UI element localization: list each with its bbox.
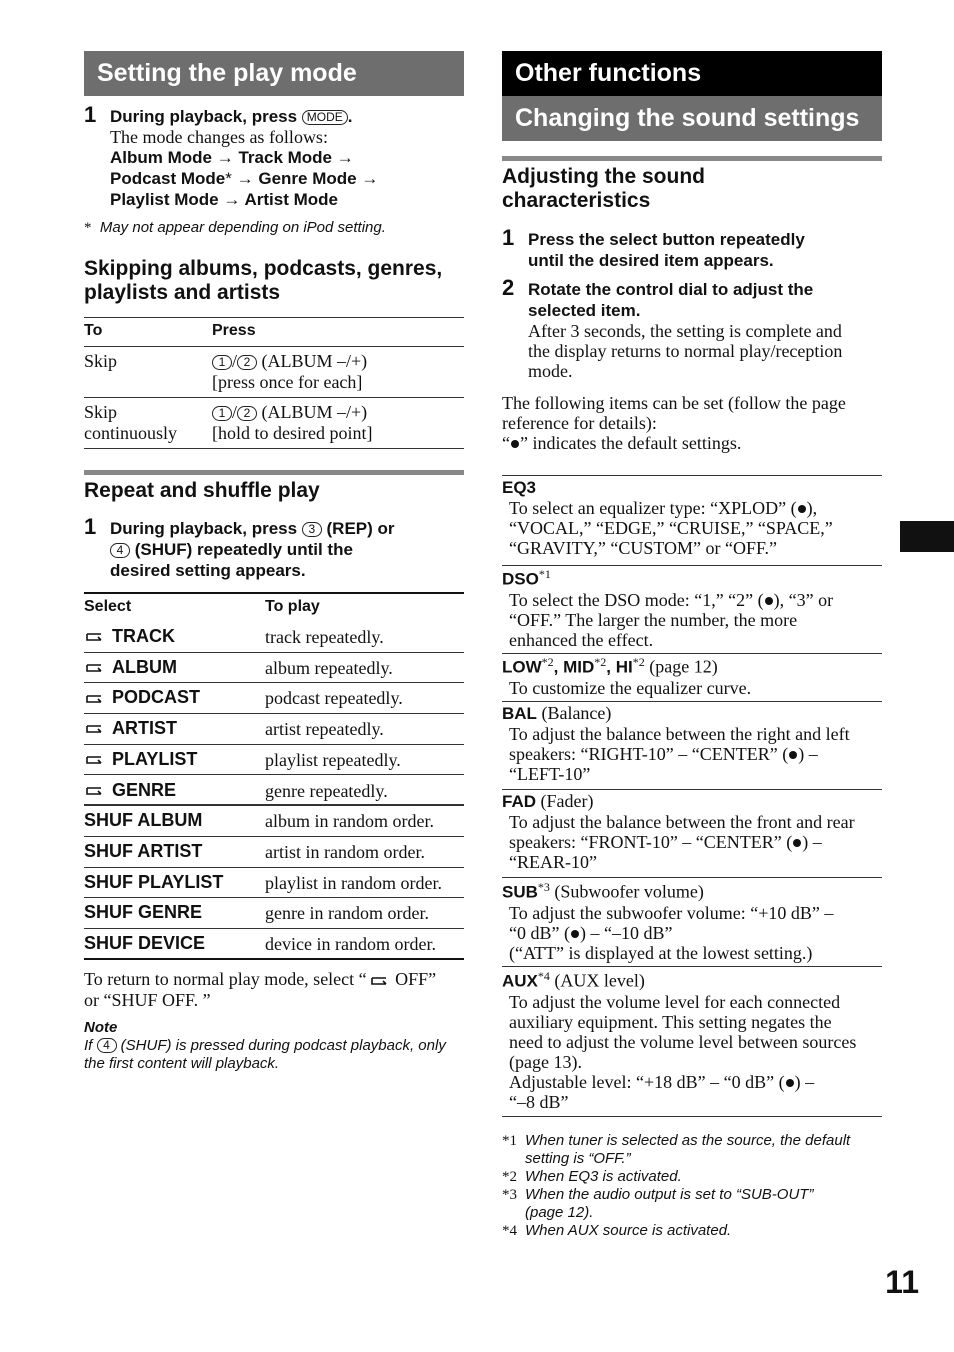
key-4: 4 — [97, 1038, 117, 1053]
default-dot-icon — [571, 930, 579, 938]
table-row — [84, 622, 464, 653]
key-1: 1 — [212, 406, 232, 421]
adjust-heading: Adjusting the sound characteristics — [502, 165, 705, 212]
divider — [502, 789, 882, 790]
divider — [502, 1116, 882, 1117]
default-dot-icon — [789, 751, 797, 759]
item-bal: BAL (Balance) To adjust the balance between the right and left speakers: “RIGHT-10” – “CENTER” ( ) – “LEFT-10” — [502, 703, 850, 784]
return-normal-text: To return to normal play mode, select “ OFF” or “SHUF OFF. ” — [84, 969, 437, 1010]
to-play-cell: genre repeatedly. — [265, 780, 388, 801]
mode-sequence-1: Album Mode → Track Mode → — [110, 148, 354, 167]
select-cell: GENRE — [84, 779, 176, 801]
to-play-header: To play — [265, 598, 320, 615]
table-row — [84, 929, 464, 960]
mode-change-desc: The mode changes as follows: — [110, 127, 328, 147]
repeat-icon — [369, 975, 389, 987]
section-title-play-mode: Setting the play mode — [84, 51, 464, 96]
repeat-icon — [84, 662, 104, 674]
arrow-icon: → — [223, 190, 241, 209]
item-low-mid-hi: LOW$^{*2}$, MID$^{*2}$, HI$^{*2}$ (page 12) To customize the equalizer curve. — [502, 655, 752, 698]
repeat-icon — [84, 693, 104, 705]
note-text: If 4 (SHUF) is pressed during podcast playback, only the first content will playback. — [84, 1037, 446, 1072]
default-dot-icon — [793, 839, 801, 847]
to-play-cell: artist in random order. — [265, 841, 425, 862]
repeat-icon — [84, 785, 104, 797]
row-divider — [84, 958, 464, 960]
to-play-cell: album in random order. — [265, 811, 434, 832]
arrow-icon: → — [361, 169, 379, 188]
divider — [84, 346, 464, 347]
to-play-cell: artist repeatedly. — [265, 719, 384, 740]
to-play-cell: playlist repeatedly. — [265, 749, 401, 770]
to-play-cell: track repeatedly. — [265, 627, 384, 647]
select-cell: SHUF DEVICE — [84, 933, 206, 953]
select-cell: SHUF ARTIST — [84, 840, 203, 861]
table-row — [84, 745, 464, 776]
arrow-icon: → — [336, 148, 354, 167]
ipod-footnote: * May not appear depending on iPod setting. — [84, 219, 386, 236]
item-eq3: EQ3 To select an equalizer type: “XPLOD” ( ), “VOCAL,” “EDGE,” “CRUISE,” “SPACE,” “GRAVITY,” “CUSTOM” or “OFF.” — [502, 478, 833, 558]
mode-sequence-3: Playlist Mode → Artist Mode — [110, 190, 338, 209]
divider — [84, 317, 464, 318]
arrow-icon: → — [216, 148, 234, 167]
divider — [84, 448, 464, 449]
key-1: 1 — [212, 355, 232, 370]
repeat-icon — [84, 631, 104, 643]
mode-key: MODE — [302, 110, 348, 125]
to-play-cell: device in random order. — [265, 934, 436, 954]
repeat-heading: Repeat and shuffle play — [84, 479, 320, 502]
to-play-cell: podcast repeatedly. — [265, 688, 403, 709]
table-row — [84, 806, 464, 837]
to-play-cell: album repeatedly. — [265, 657, 393, 678]
select-cell: SHUF ALBUM — [84, 810, 203, 831]
divider — [502, 653, 882, 654]
select-cell: ALBUM — [84, 656, 177, 678]
item-sub: SUB$^{*3}$ (Subwoofer volume) To adjust the subwoofer volume: “+10 dB” – “0 dB” ( ) – “–10 dB” (“ATT” is displayed at the lowest setting.) — [502, 880, 834, 963]
table-row — [84, 683, 464, 714]
divider — [502, 475, 882, 476]
key-3: 3 — [302, 522, 322, 537]
skip-heading: Skipping albums, podcasts, genres, playlists and artists — [84, 257, 443, 304]
mode-sequence-2: Podcast Mode* → Genre Mode → — [110, 169, 379, 188]
table-row — [84, 714, 464, 745]
table-row — [84, 837, 464, 868]
default-dot-icon — [786, 1079, 794, 1087]
item-aux: AUX$^{*4}$ (AUX level) To adjust the volume level for each connected auxiliary equipment. This setting negates the need to adjust the volume level between sources (page 13). Adjustable level: “+18 dB” – “0 dB” ( ) – “–8 dB” — [502, 969, 857, 1112]
divider — [502, 701, 882, 702]
section-rule — [84, 470, 464, 475]
item-fad: FAD (Fader) To adjust the balance between the front and rear speakers: “FRONT-10” – “CENTER” ( ) – “REAR-10” — [502, 791, 855, 872]
intro-text: The following items can be set (follow the page reference for details): “ ” indicates the default settings. — [502, 393, 846, 453]
divider — [502, 966, 882, 967]
key-2: 2 — [237, 355, 257, 370]
table-row — [84, 898, 464, 929]
key-4: 4 — [110, 543, 130, 558]
default-dot-icon — [765, 597, 773, 605]
divider — [502, 565, 882, 566]
select-header: Select — [84, 598, 132, 615]
note-label: Note — [84, 1019, 118, 1036]
section-title-other-functions: Other functions — [502, 51, 882, 96]
page-number: 11 — [885, 1264, 919, 1300]
select-cell: PODCAST — [84, 686, 200, 708]
select-cell: SHUF PLAYLIST — [84, 871, 224, 892]
key-2: 2 — [237, 406, 257, 421]
divider — [84, 592, 464, 594]
section-title-sound-settings: Changing the sound settings — [502, 96, 882, 141]
repeat-icon — [84, 754, 104, 766]
default-dot-icon — [511, 440, 519, 448]
item-dso: DSO$^{*1}$ To select the DSO mode: “1,” “2” ( ), “3” or “OFF.” The larger the number, the more enhanced the effect. — [502, 567, 834, 650]
select-cell: PLAYLIST — [84, 748, 197, 770]
to-play-cell: playlist in random order. — [265, 872, 442, 893]
table-row — [84, 868, 464, 899]
section-rule — [502, 156, 882, 161]
divider — [502, 877, 882, 878]
divider — [84, 397, 464, 398]
step-number: 1 — [84, 102, 97, 127]
select-cell: ARTIST — [84, 717, 177, 739]
table-row — [84, 776, 464, 807]
skip-table: To Press — [84, 322, 256, 339]
section-tab — [900, 521, 954, 552]
default-dot-icon — [798, 505, 806, 513]
repeat-icon — [84, 723, 104, 735]
select-cell: SHUF GENRE — [84, 902, 203, 923]
table-row — [84, 653, 464, 684]
to-play-cell: genre in random order. — [265, 903, 429, 924]
arrow-icon: → — [236, 169, 254, 188]
select-cell: TRACK — [84, 625, 175, 647]
